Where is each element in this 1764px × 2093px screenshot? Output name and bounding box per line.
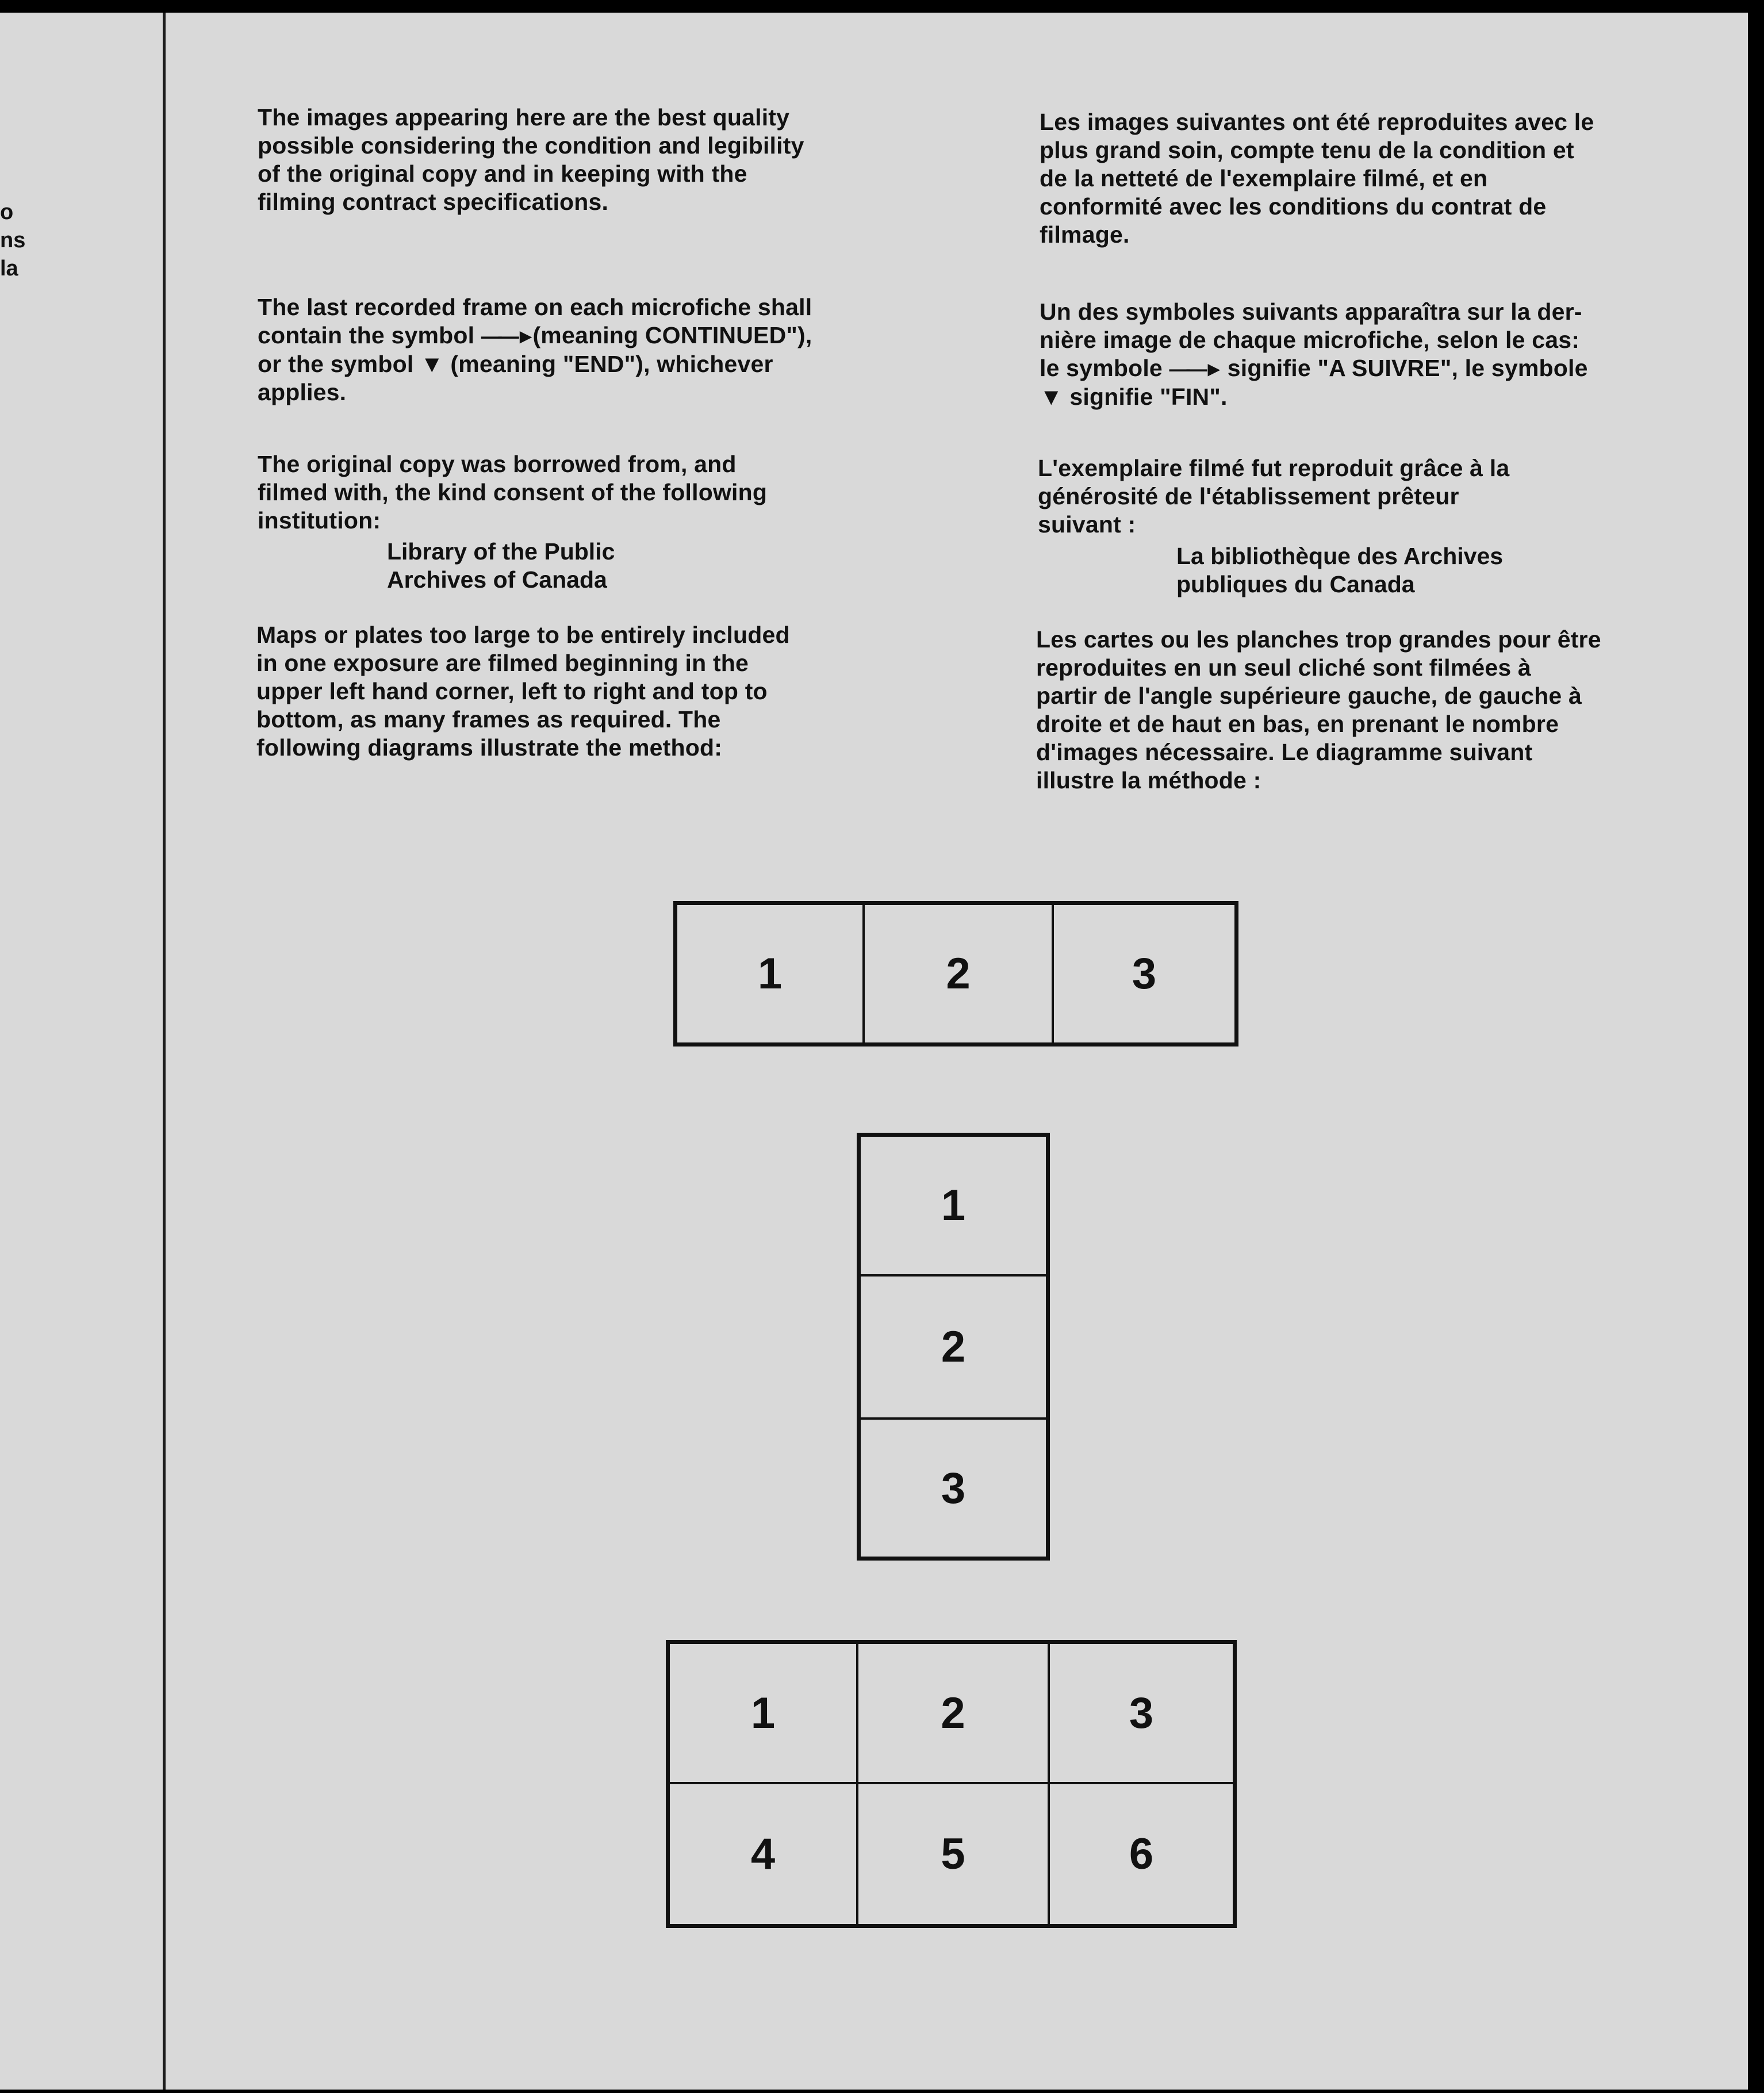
text-line: illustre la méthode : [1036, 767, 1261, 793]
fragment-line: o [0, 200, 14, 224]
french-quality-paragraph [1040, 108, 1594, 249]
text-line: L'exemplaire filmé fut reproduit grâce à la [1038, 455, 1510, 481]
text-line: institution: [258, 507, 381, 534]
frame-cell: 3 [860, 1419, 1047, 1558]
text-line: droite et de haut en bas, en prenant le nombre [1036, 711, 1559, 737]
english-institution-name [387, 538, 615, 594]
text-line: applies. [258, 379, 347, 405]
english-borrowed-paragraph [258, 450, 767, 535]
frame-cell: 2 [857, 1643, 1049, 1783]
text-line: The last recorded frame on each microfiche shall [258, 294, 812, 320]
text-line: upper left hand corner, left to right and top to [256, 678, 768, 704]
text-line: reproduites en un seul cliché sont filmées à [1036, 654, 1531, 681]
text-line: possible considering the condition and legibility [258, 132, 804, 159]
text-line: nière image de chaque microfiche, selon le cas: [1040, 327, 1580, 353]
text-line: bottom, as many frames as required. The [256, 706, 721, 733]
diagram-grid [666, 1640, 1237, 1928]
continued-arrow-icon: ——► [481, 324, 533, 348]
text-line: ▼ signifie "FIN". [1040, 384, 1228, 410]
text-line: The original copy was borrowed from, and [258, 451, 737, 477]
text-fragment: contain the symbol [258, 322, 481, 348]
frame-cell: 1 [669, 1643, 857, 1783]
text-line: conformité avec les conditions du contrat de [1040, 193, 1547, 220]
text-line: filmage. [1040, 221, 1130, 248]
text-line: de la netteté de l'exemplaire filmé, et en [1040, 165, 1488, 191]
text-line: or the symbol ▼ (meaning "END"), whichever [258, 351, 773, 377]
text-line: plus grand soin, compte tenu de la condition et [1040, 137, 1574, 163]
text-line: suivant : [1038, 511, 1136, 538]
frame-cell: 6 [1049, 1783, 1234, 1925]
frame-cell: 2 [864, 904, 1053, 1044]
text-line: Un des symboles suivants apparaîtra sur la der- [1040, 298, 1582, 325]
text-line: Les images suivantes ont été reproduites avec le [1040, 109, 1594, 135]
english-maps-paragraph [256, 621, 790, 762]
page-fold-line [163, 13, 166, 2090]
text-line: following diagrams illustrate the method: [256, 734, 723, 761]
diagram-horizontal [673, 901, 1238, 1046]
text-line: The images appearing here are the best quality [258, 104, 790, 131]
french-maps-paragraph [1036, 626, 1601, 795]
frame-cell: 2 [860, 1275, 1047, 1419]
text-line: d'images nécessaire. Le diagramme suivant [1036, 739, 1533, 765]
text-line: La bibliothèque des Archives [1176, 543, 1504, 569]
diagram-vertical [857, 1133, 1050, 1561]
french-symbol-paragraph [1040, 298, 1588, 411]
bottom-edge [0, 2090, 1764, 2093]
frame-cell: 4 [669, 1783, 857, 1925]
text-line: Les cartes ou les planches trop grandes pour être [1036, 626, 1601, 653]
english-symbol-paragraph [258, 293, 812, 407]
text-line: partir de l'angle supérieure gauche, de gauche à [1036, 683, 1582, 709]
text-fragment: le symbole [1040, 355, 1169, 381]
text-line: of the original copy and in keeping with the [258, 160, 747, 187]
text-line: Archives of Canada [387, 566, 607, 593]
text-line: Library of the Public [387, 538, 615, 565]
text-line: filming contract specifications. [258, 189, 609, 215]
text-line [258, 321, 812, 350]
frame-cell: 5 [857, 1783, 1049, 1925]
frame-cell: 1 [860, 1136, 1047, 1275]
text-fragment: signifie "A SUIVRE", le symbole [1221, 355, 1588, 381]
fragment-line: la [0, 256, 18, 281]
english-quality-paragraph [258, 103, 804, 216]
previous-page-fragment [0, 198, 34, 283]
continued-arrow-icon: ——► [1169, 357, 1221, 381]
fragment-line: ns [0, 228, 26, 252]
text-line: filmed with, the kind consent of the following [258, 479, 768, 505]
text-line: générosité de l'établissement prêteur [1038, 483, 1459, 509]
text-line: in one exposure are filmed beginning in the [256, 650, 749, 676]
frame-cell: 3 [1049, 1643, 1234, 1783]
french-borrowed-paragraph [1038, 454, 1509, 539]
text-line: publiques du Canada [1176, 571, 1415, 597]
text-line: Maps or plates too large to be entirely included [256, 622, 790, 648]
text-line [1040, 354, 1588, 383]
frame-cell: 1 [676, 904, 864, 1044]
frame-cell: 3 [1053, 904, 1236, 1044]
french-institution-name [1176, 542, 1503, 599]
text-fragment: (meaning CONTINUED"), [532, 322, 812, 348]
